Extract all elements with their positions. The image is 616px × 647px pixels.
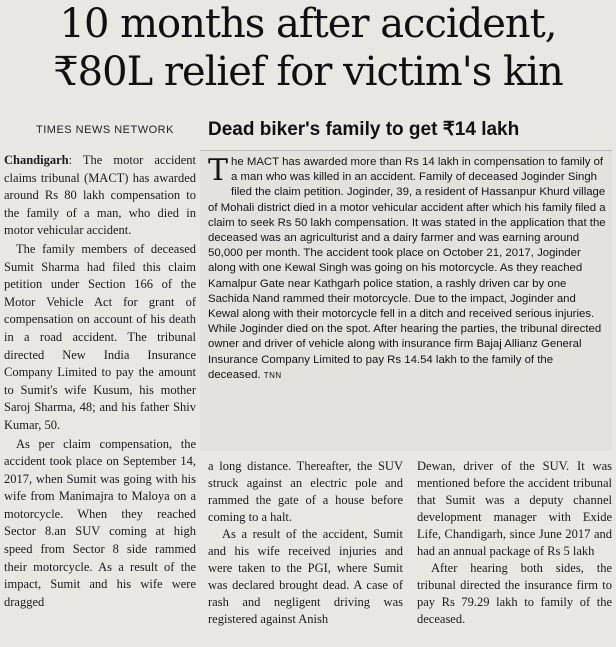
sidebar-story-box	[200, 150, 612, 451]
continuation-columns	[208, 458, 612, 644]
drop-cap: T	[208, 153, 229, 188]
dateline: Chandigarh	[4, 153, 69, 167]
middle-paragraph-2: As a result of the accident, Sumit and his wife received injuries and were taken to the PGI, where Sumit was declared brought dead. A case of rash and negligent driving was registered against Anish	[208, 527, 403, 626]
middle-paragraph-1: a long distance. Thereafter, the SUV struck against an electric pole and rammed the gate of a house before coming to a halt.	[208, 459, 403, 524]
left-paragraph-1-text: : The motor accident claims tribunal (MACT) has awarded around Rs 80 lakh compensation to the family of a man, who died in motor vehicular accident.	[4, 153, 196, 238]
right-paragraph-2: After hearing both sides, the tribunal directed the insurance firm to pay Rs 79.29 lakh to family of the deceased.	[417, 561, 612, 626]
left-column	[4, 152, 196, 644]
middle-column	[208, 458, 403, 644]
byline: TIMES NEWS NETWORK	[36, 124, 174, 136]
left-paragraph-1	[4, 152, 196, 240]
sidebar-story-credit: TNN	[263, 370, 282, 380]
sidebar-story-text	[200, 151, 612, 383]
headline	[8, 0, 608, 96]
sidebar-story-body: he MACT has awarded more than Rs 14 lakh in compensation to family of a man who was killed in an accident. Family of deceased Joginder Singh filed the claim petition. Joginder, 39, a resident of Hassanpur Khurd village of Mohali district died in a motor vehicular accident after which his family filed a claim to seek Rs 50 lakh compensation. It was stated in the application that the deceased was an agriculturist and a dairy farmer and was earning around 50,000 per month. The accident took place on October 21, 2017, Joginder along with one Kewal Singh was going on his motorcycle. As they reached Kamalpur Gate near Kathgarh police station, a rashly driven car by one Sachida Nand rammed their motorcycle. Due to the impact, Joginder and Kewal along with their motorcycle fell in a ditch and received serious injuries. While Joginder died on the spot. After hearing the parties, the tribunal directed owner and driver of vehicle along with insurance firm Bajaj Allianz General Insurance Company Limited to pay Rs 14.54 lakh to the family of the deceased.	[208, 156, 606, 381]
right-column	[417, 458, 612, 644]
left-paragraph-2: The family members of deceased Sumit Sharma had filed this claim petition under Section 166 of the Motor Vehicle Act for grant of compensation on account of his death in a road accident. The tribunal directed New India Insurance Company Limited to pay the amount to Sumit's wife Kusum, his mother Saroj Sharma, 48; and his father Shiv Kumar, 50.	[4, 241, 196, 432]
headline-line-2: ₹80L relief for victim's kin	[53, 49, 563, 95]
subhead: Dead biker's family to get ₹14 lakh	[208, 119, 520, 140]
headline-line-1: 10 months after accident,	[59, 1, 557, 47]
right-paragraph-1: Dewan, driver of the SUV. It was mentioned before the accident tribunal that Sumit was a deputy channel development manager with Exide Life, Chandigarh, since June 2017 and had an annual package of Rs 5 lakh	[417, 459, 612, 558]
left-paragraph-3: As per claim compensation, the accident took place on September 14, 2017, when Sumit was going with his wife from Manimajra to Maloya on a motorcycle. When they reached Sector 8.an SUV coming at high speed from Sector 8 side rammed their motorcycle. As a result of the impact, Sumit and his wife were dragged	[4, 436, 196, 609]
